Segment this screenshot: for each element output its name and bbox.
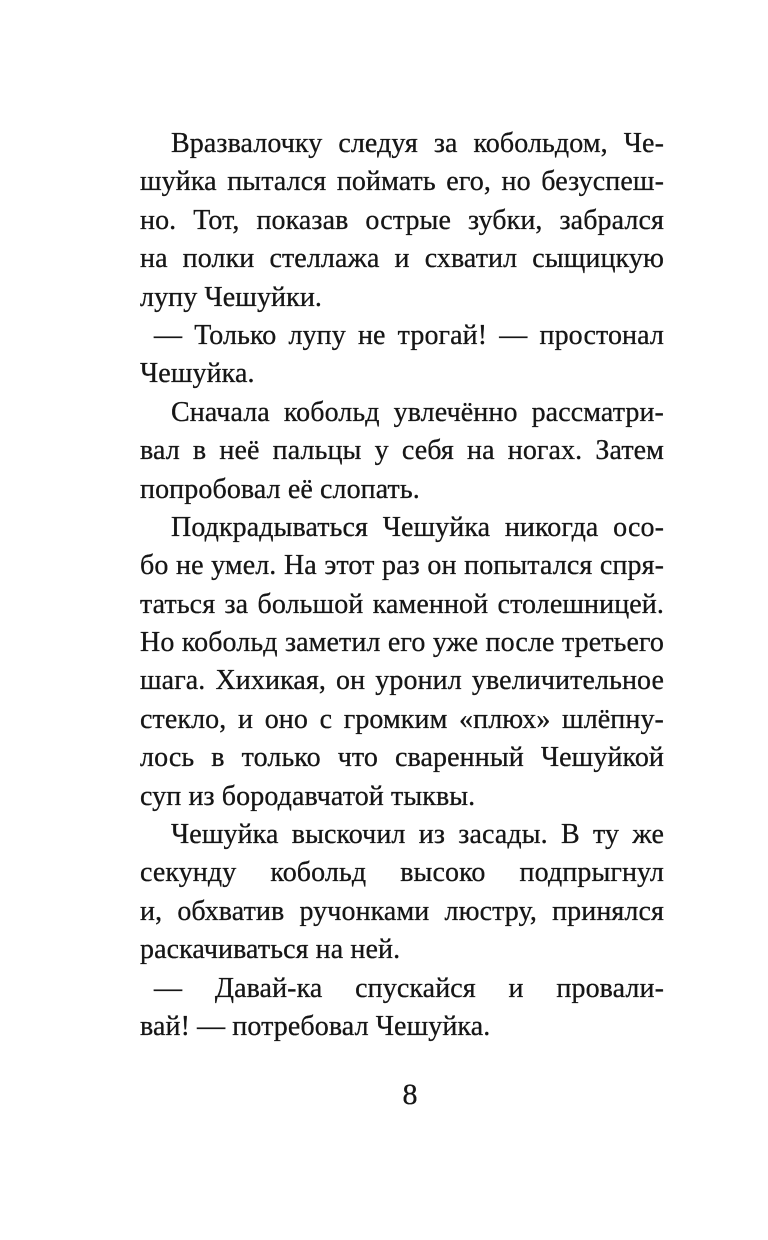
text-line: Вразвалочку следуя за кобольдом, Че- [171, 128, 664, 159]
text-line: шуйка пытался поймать его, но безуспеш- [140, 166, 664, 198]
paragraph [140, 394, 664, 509]
text-line: лупу Чешуйки. [140, 281, 323, 313]
paragraph [140, 509, 664, 816]
page-text [140, 125, 664, 1046]
text-line: шага. Хихикая, он уронил увеличительное [140, 665, 664, 697]
paragraph [140, 816, 664, 970]
text-line: и, обхватив ручонками люстру, принялся [140, 895, 664, 927]
text-line: Но кобольд заметил его уже после третьего [140, 627, 664, 659]
text-line: Чешуйка выскочил из засады. В ту же [171, 819, 664, 851]
paragraph [140, 970, 664, 1047]
text-line: Подкрадываться Чешуйка никогда осо- [171, 511, 664, 543]
text-line: но. Тот, показав острые зубки, забрался [140, 204, 664, 236]
text-line: лось в только что сваренный Чешуйкой [140, 742, 664, 774]
paragraph [140, 125, 664, 317]
text-line: на полки стеллажа и схватил сыщицкую [140, 243, 664, 275]
text-line: Сначала кобольд увлечённо рассматри- [171, 396, 664, 428]
text-line: суп из бородавчатой тыквы. [140, 780, 476, 812]
paragraph [140, 317, 664, 394]
text-line: стекло, и оно с громким «плюх» шлёпну- [140, 703, 664, 735]
text-line: Чешуйка. [140, 358, 255, 390]
page-number: 8 [402, 1078, 418, 1111]
text-line: бо не умел. На этот раз он попытался спря- [140, 550, 664, 582]
text-line: попробовал её слопать. [140, 473, 420, 505]
text-line: вай! — потребовал Чешуйка. [140, 1010, 491, 1042]
text-line: — Давай-ка спускайся и провали- [154, 972, 664, 1004]
text-line: секунду кобольд высоко подпрыгнул [140, 857, 664, 889]
text-line: раскачиваться на ней. [140, 934, 401, 966]
text-line: — Только лупу не трогай! — простонал [154, 319, 664, 351]
text-line: вал в неё пальцы у себя на ногах. Затем [140, 435, 664, 467]
text-line: таться за большой каменной столешницей. [140, 588, 664, 620]
